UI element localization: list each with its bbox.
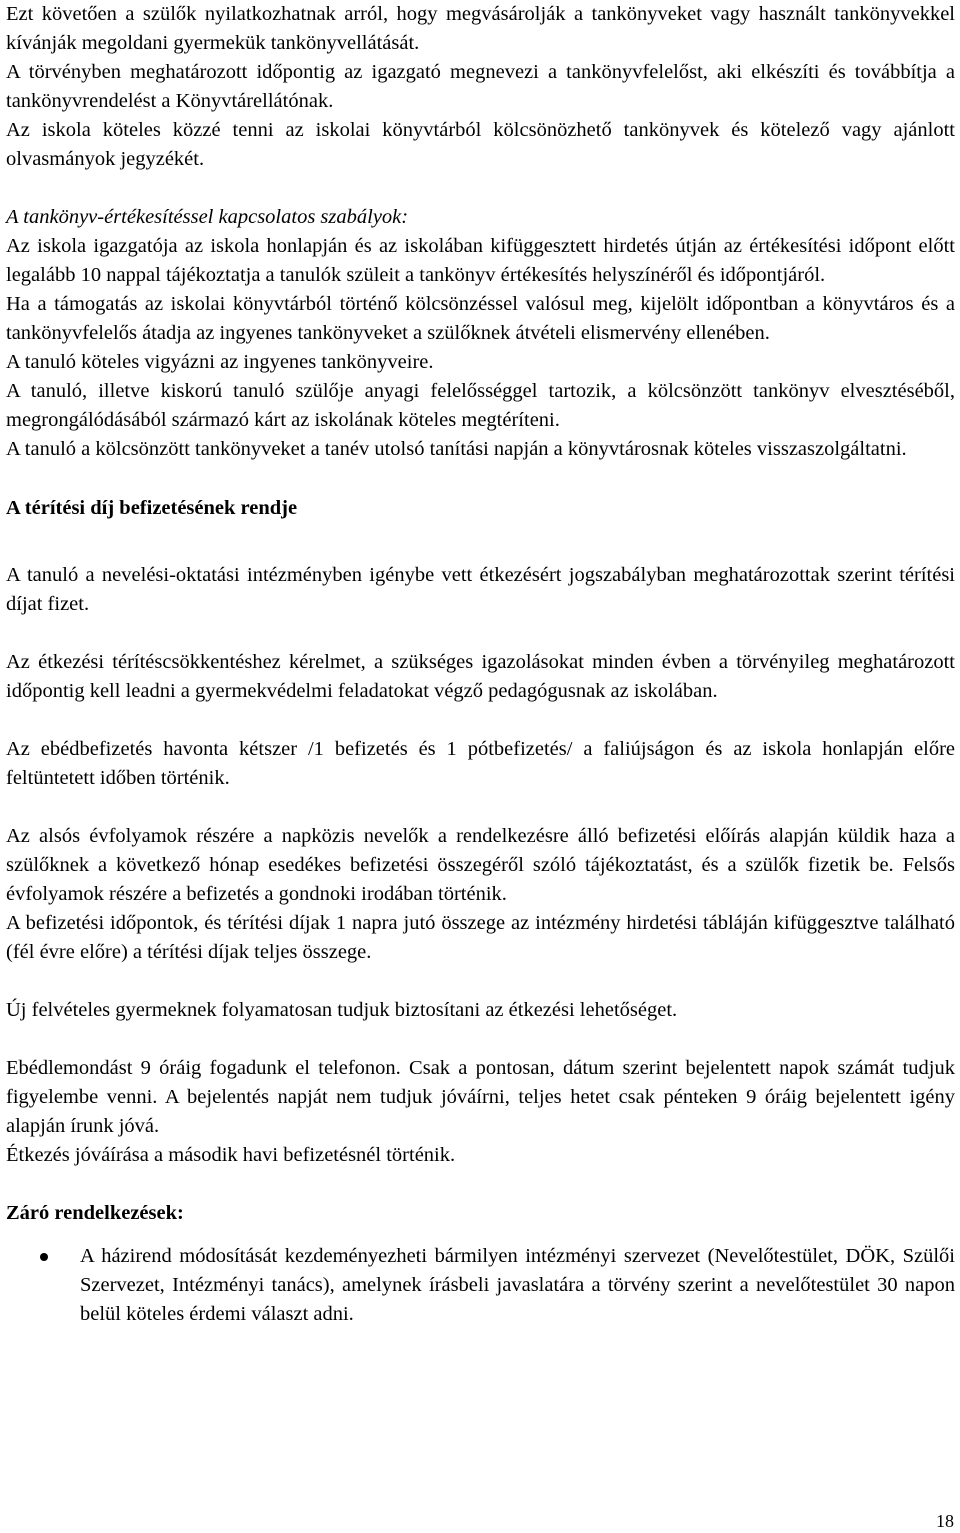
- rules-paragraph: A tanuló a kölcsönzött tankönyveket a tanév utolsó tanítási napján a könyvtárosnak köteles visszaszolgáltatni.: [6, 438, 907, 460]
- paragraph-parent-declaration: Ezt követően a szülők nyilatkozhatnak arról, hogy megvásárolják a tankönyveket vagy használt tankönyvekkel kívánják megoldani gyermekük tankönyvellátását.: [6, 3, 955, 54]
- fee-paragraph: A tanuló a nevelési-oktatási intézményben igénybe vett étkezésért jogszabályban meghatározottak szerint térítési díjat fizet.: [6, 564, 955, 615]
- fee-paragraph: A befizetési időpontok, és térítési díjak 1 napra jutó összege az intézmény hirdetési tábláján kifüggesztve található (fél évre előre) a térítési díjak teljes összege.: [6, 912, 955, 963]
- page-number: 18: [936, 1511, 954, 1531]
- rules-section-title: A tankönyv-értékesítéssel kapcsolatos szabályok:: [6, 206, 409, 228]
- closing-bullet-list: [6, 1242, 955, 1329]
- fee-paragraph: Az alsós évfolyamok részére a napközis nevelők a rendelkezésre álló befizetési előírás alapján küldik haza a szülőknek a következő hónap esedékes befizetési összegéről szóló tájékoztatást, és a szülők fizetik be. Felsős évfolyamok részére a befizetés a gondnoki irodában történik.: [6, 825, 955, 905]
- bullet-icon: [40, 1253, 48, 1261]
- document-page: [6, 0, 955, 1329]
- fee-paragraph: Az étkezési térítéscsökkentéshez kérelmet, a szükséges igazolásokat minden évben a törvényileg meghatározott időpontig kell leadni a gyermekvédelmi feladatokat végző pedagógusnak az iskolában.: [6, 651, 955, 702]
- fee-paragraph: Új felvételes gyermeknek folyamatosan tudjuk biztosítani az étkezési lehetőséget.: [6, 999, 678, 1021]
- rules-paragraph: A tanuló köteles vigyázni az ingyenes tankönyveire.: [6, 351, 434, 373]
- bullet-text: A házirend módosítását kezdeményezheti bármilyen intézményi szervezet (Nevelőtestület, DÖK, Szülői Szervezet, Intézményi tanács), amelynek írásbeli javaslatára a törvény szerint a nevelőtestület 30 napon belül köteles érdemi választ adni.: [80, 1245, 955, 1325]
- fee-paragraph: Ebédlemondást 9 óráig fogadunk el telefonon. Csak a pontosan, dátum szerint bejelentett napok számát tudjuk figyelembe venni. A bejelentés napját nem tudjuk jóváírni, teljes hetet csak pénteken 9 óráig bejelentett igény alapján írunk jóvá.: [6, 1057, 955, 1137]
- closing-section-title: Záró rendelkezések:: [6, 1202, 184, 1224]
- paragraph-library-list: Az iskola köteles közzé tenni az iskolai könyvtárból kölcsönözhető tankönyvek és kötelező vagy ajánlott olvasmányok jegyzékét.: [6, 119, 955, 170]
- rules-paragraph: Az iskola igazgatója az iskola honlapján és az iskolában kifüggesztett hirdetés útján az értékesítési időpont előtt legalább 10 nappal tájékoztatja a tanulók szüleit a tankönyv értékesítés helyszínéről és időpontjáról.: [6, 235, 955, 286]
- rules-paragraph: Ha a támogatás az iskolai könyvtárból történő kölcsönzéssel valósul meg, kijelölt időpontban a könyvtáros és a tankönyvfelelős átadja az ingyenes tankönyveket a szülőknek átvételi elismervény ellenében.: [6, 293, 955, 344]
- list-item: [6, 1242, 955, 1329]
- fee-paragraph: Az ebédbefizetés havonta kétszer /1 befizetés és 1 pótbefizetés/ a faliújságon és az iskola honlapján előre feltüntetett időben történik.: [6, 738, 955, 789]
- fee-paragraph: Étkezés jóváírása a második havi befizetésnél történik.: [6, 1144, 456, 1166]
- paragraph-textbook-officer: A törvényben meghatározott időpontig az igazgató megnevezi a tankönyvfelelőst, aki elkészíti és továbbítja a tankönyvrendelést a Könyvtárellátónak.: [6, 61, 955, 112]
- fee-section-title: A térítési díj befizetésének rendje: [6, 497, 298, 519]
- rules-paragraph: A tanuló, illetve kiskorú tanuló szülője anyagi felelősséggel tartozik, a kölcsönzött tankönyv elvesztéséből, megrongálódásából származó kárt az iskolának köteles megtéríteni.: [6, 380, 955, 431]
